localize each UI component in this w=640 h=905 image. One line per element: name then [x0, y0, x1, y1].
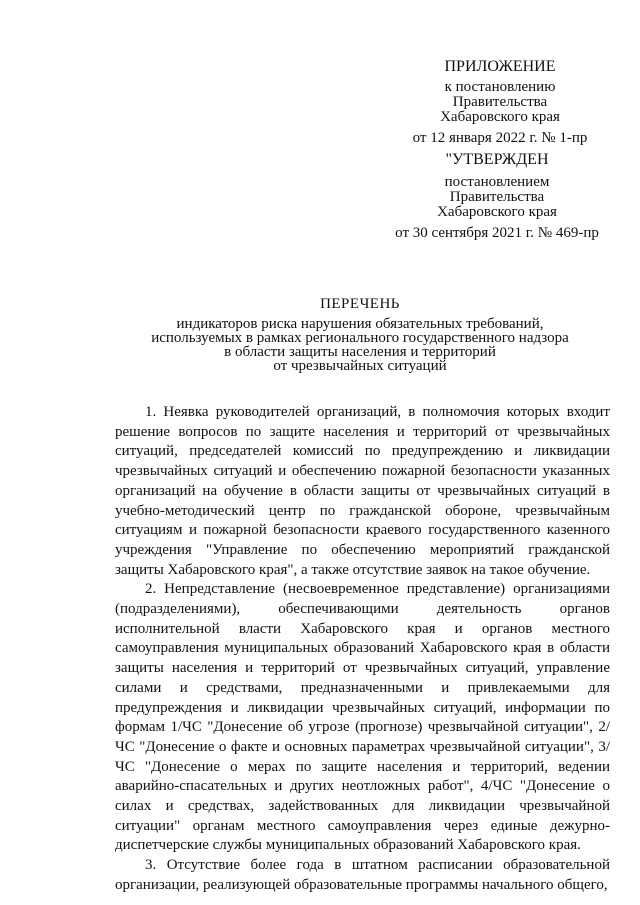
list-item: 3. Отсутствие более года в штатном расписании образовательной организации, реализующей образовательные программы начального общего,: [115, 857, 610, 893]
appendix-block: [380, 58, 620, 146]
document-title-line-4: от чрезвычайных ситуаций: [273, 358, 447, 374]
document-body: [115, 403, 610, 896]
approved-date: от 30 сентября 2021 г. № 469-пр: [395, 225, 599, 241]
document-title-line-1: индикаторов риска нарушения обязательных требований,: [176, 316, 544, 332]
appendix-line-1: к постановлению: [444, 79, 556, 95]
appendix-title: ПРИЛОЖЕНИЕ: [444, 58, 556, 75]
list-item: 1. Неявка руководителей организаций, в полномочия которых входит решение вопросов по защите населения и территорий от чрезвычайных ситуаций, председателей комиссий по предупреждению и ликвидации чрезвычайных ситуаций и обеспечению пожарной безопасности указанных организаций на обучение в области защиты от чрезвычайных ситуаций в учебно-методический центр по гражданской обороне, чрезвычайным ситуациям и пожарной безопасности краевого государственного казенного учреждения "Управление по обеспечению мероприятий гражданской защиты Хабаровского края", а также отсутствие заявок на такое обучение.: [115, 404, 610, 578]
approved-line-1: постановлением: [444, 174, 550, 190]
document-title: [150, 295, 570, 373]
document-heading: ПЕРЕЧЕНЬ: [320, 296, 400, 312]
list-item: 2. Непредставление (несвоевременное представление) организациями (подразделениями), обеспечивающими деятельность органов исполнительной власти Хабаровского края и органов местного самоуправления муниципальных образований Хабаровского края в области защиты населения и территорий от чрезвычайных ситуаций, управление силами и средствами, предназначенными и привлекаемыми для предупреждения и ликвидации чрезвычайных ситуаций, информации по формам 1/ЧС "Донесение об угрозе (прогнозе) чрезвычайной ситуации", 2/ЧС "Донесение о факте и основных параметрах чрезвычайной ситуации", 3/ЧС "Донесение о мерах по защите населения и территорий, ведении аварийно-спасательных и других неотложных работ", 4/ЧС "Донесение о силах и средствах, задействованных для ликвидации чрезвычайной ситуации" органам местного самоуправления через единые дежурно-диспетчерские службы муниципальных образований Хабаровского края.: [115, 581, 610, 854]
document-title-line-2: используемых в рамках регионального государственного надзора: [151, 330, 569, 346]
approved-line-3: Хабаровского края: [437, 204, 557, 220]
appendix-line-2: Правительства: [452, 94, 548, 110]
approved-block: [372, 151, 622, 241]
approved-title: "УТВЕРЖДЕН: [445, 151, 549, 168]
document-title-line-3: в области защиты населения и территорий: [224, 344, 496, 360]
appendix-line-3: Хабаровского края: [440, 109, 560, 125]
appendix-date: от 12 января 2022 г. № 1-пр: [412, 130, 588, 146]
approved-line-2: Правительства: [449, 189, 545, 205]
